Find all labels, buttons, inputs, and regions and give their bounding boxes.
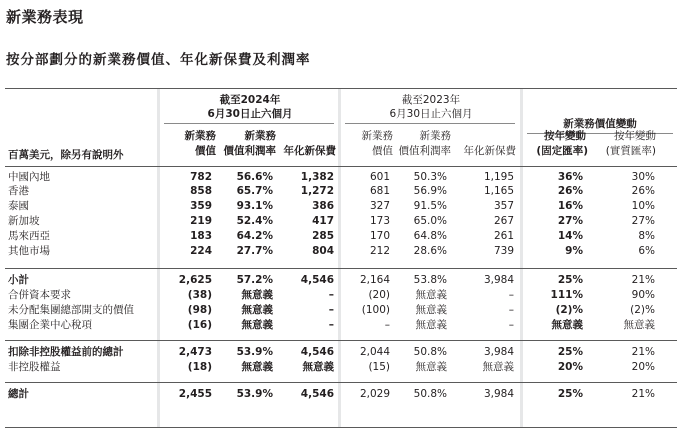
table-cell: 無意義 xyxy=(415,361,447,373)
column-header: 價值 xyxy=(195,145,216,157)
table-cell: 27% xyxy=(557,215,583,227)
table-cell: 386 xyxy=(312,200,334,212)
table-cell: 285 xyxy=(312,230,334,242)
table-cell: 27.7% xyxy=(236,245,273,257)
row-label: 新加坡 xyxy=(8,215,40,227)
table-cell: 1,195 xyxy=(483,171,514,183)
table-cell: 212 xyxy=(369,245,390,257)
table-cell: – xyxy=(328,319,334,331)
table-cell: 183 xyxy=(190,230,212,242)
table-cell: (16) xyxy=(187,319,212,331)
table-cell: 25% xyxy=(557,388,583,400)
period-2023-label: 6月30日止六個月 xyxy=(389,108,473,120)
table-cell: 2,455 xyxy=(178,388,212,400)
period-2023-label: 截至2023年 xyxy=(401,94,461,106)
table-cell: 53.8% xyxy=(413,274,447,286)
column-header: 新業務 xyxy=(184,130,216,142)
table-cell: 739 xyxy=(493,245,514,257)
units-label: 百萬美元，除另有說明外 xyxy=(8,149,124,161)
table-cell: – xyxy=(384,319,390,331)
table-cell: 4,546 xyxy=(300,274,334,286)
table-cell: 無意義 xyxy=(241,304,273,316)
table-cell: 4,546 xyxy=(300,346,334,358)
header-underline xyxy=(345,123,515,124)
table-cell: 無意義 xyxy=(415,319,447,331)
table-cell: 357 xyxy=(493,200,514,212)
table-cell: – xyxy=(328,304,334,316)
column-header: 價值利潤率 xyxy=(223,145,276,157)
table-cell: 9% xyxy=(565,245,583,257)
table-cell: 無意義 xyxy=(482,361,514,373)
column-group-separator xyxy=(520,88,523,427)
table-cell: 無意義 xyxy=(551,319,583,331)
row-label: 泰國 xyxy=(8,200,29,212)
column-header: 年化新保費 xyxy=(463,145,516,157)
column-header: 按年變動 xyxy=(544,130,586,142)
table-cell: 無意義 xyxy=(415,304,447,316)
table-cell: 2,473 xyxy=(178,346,212,358)
table-cell: (18) xyxy=(187,361,212,373)
column-group-separator xyxy=(338,88,341,427)
table-cell: – xyxy=(508,289,514,301)
column-header: 價值利潤率 xyxy=(398,145,451,157)
table-cell: 50.8% xyxy=(413,388,447,400)
table-cell: 28.6% xyxy=(413,245,447,257)
table-cell: 3,984 xyxy=(483,388,514,400)
table-cell: 無意義 xyxy=(241,319,273,331)
table-cell: 782 xyxy=(190,171,212,183)
table-divider xyxy=(5,166,677,167)
row-label: 小計 xyxy=(8,274,29,286)
table-cell: 90% xyxy=(631,289,655,301)
column-header: 年化新保費 xyxy=(283,145,336,157)
row-label: 其他市場 xyxy=(8,245,50,257)
table-cell: 65.0% xyxy=(413,215,447,227)
table-cell: 無意義 xyxy=(241,361,273,373)
row-label: 中國內地 xyxy=(8,171,50,183)
table-divider xyxy=(5,340,677,341)
table-divider xyxy=(5,427,677,428)
table-cell: 14% xyxy=(557,230,583,242)
table-cell: 50.3% xyxy=(413,171,447,183)
row-label: 總計 xyxy=(8,388,29,400)
row-label: 馬來西亞 xyxy=(8,230,50,242)
table-cell: – xyxy=(508,304,514,316)
table-cell: 2,164 xyxy=(359,274,390,286)
table-cell: – xyxy=(508,319,514,331)
table-cell: 417 xyxy=(312,215,334,227)
table-cell: 20% xyxy=(557,361,583,373)
table-cell: (20) xyxy=(368,289,390,301)
table-cell: 53.9% xyxy=(236,388,273,400)
table-cell: (100) xyxy=(361,304,390,316)
row-label: 集團企業中心稅項 xyxy=(8,319,92,331)
table-cell: 10% xyxy=(631,200,655,212)
table-cell: 359 xyxy=(190,200,212,212)
row-label: 非控股權益 xyxy=(8,361,61,373)
table-cell: 無意義 xyxy=(415,289,447,301)
table-cell: 無意義 xyxy=(623,319,655,331)
table-cell: 8% xyxy=(638,230,655,242)
table-cell: 681 xyxy=(369,185,390,197)
table-cell: 36% xyxy=(557,171,583,183)
period-2024-label: 6月30日止六個月 xyxy=(207,108,293,120)
table-cell: 30% xyxy=(631,171,655,183)
table-cell: (2)% xyxy=(630,304,655,316)
table-cell: – xyxy=(328,289,334,301)
row-label: 扣除非控股權益前的總計 xyxy=(8,346,124,358)
table-cell: 64.2% xyxy=(236,230,273,242)
header-underline xyxy=(164,123,334,124)
table-cell: 4,546 xyxy=(300,388,334,400)
table-cell: 91.5% xyxy=(413,200,447,212)
column-header: (固定匯率) xyxy=(536,145,588,157)
column-header: 新業務 xyxy=(244,130,276,142)
table-cell: 53.9% xyxy=(236,346,273,358)
table-cell: 25% xyxy=(557,346,583,358)
column-group-separator xyxy=(157,88,160,427)
table-cell: 1,272 xyxy=(300,185,334,197)
section-title: 新業務表現 xyxy=(6,8,84,26)
period-2024-label: 截至2024年 xyxy=(219,94,281,106)
table-cell: 3,984 xyxy=(483,346,514,358)
change-group-label: 新業務價值變動 xyxy=(563,118,637,130)
table-cell: 1,382 xyxy=(300,171,334,183)
table-cell: 267 xyxy=(493,215,514,227)
table-cell: 804 xyxy=(312,245,334,257)
table-cell: 56.9% xyxy=(413,185,447,197)
table-cell: 1,165 xyxy=(483,185,514,197)
table-cell: 219 xyxy=(190,215,212,227)
table-cell: 2,044 xyxy=(359,346,390,358)
table-cell: 52.4% xyxy=(236,215,273,227)
table-cell: 無意義 xyxy=(302,361,334,373)
table-cell: 64.8% xyxy=(413,230,447,242)
table-cell: 3,984 xyxy=(483,274,514,286)
table-title: 按分部劃分的新業務價值、年化新保費及利潤率 xyxy=(6,52,311,68)
table-cell: 27% xyxy=(631,215,655,227)
table-divider xyxy=(5,268,677,269)
table-cell: 224 xyxy=(190,245,212,257)
table-cell: 6% xyxy=(638,245,655,257)
table-cell: 50.8% xyxy=(413,346,447,358)
table-cell: 21% xyxy=(631,346,655,358)
table-cell: 858 xyxy=(190,185,212,197)
table-cell: 261 xyxy=(493,230,514,242)
table-cell: 93.1% xyxy=(236,200,273,212)
table-cell: 21% xyxy=(631,274,655,286)
column-header: 按年變動 xyxy=(614,130,656,142)
row-label: 香港 xyxy=(8,185,29,197)
row-label: 合併資本要求 xyxy=(8,289,71,301)
table-cell: 170 xyxy=(369,230,390,242)
table-cell: 21% xyxy=(631,388,655,400)
table-cell: (38) xyxy=(187,289,212,301)
column-header: 新業務 xyxy=(419,130,451,142)
column-header: 價值 xyxy=(372,145,393,157)
table-cell: (98) xyxy=(187,304,212,316)
table-cell: 26% xyxy=(557,185,583,197)
table-cell: 56.6% xyxy=(236,171,273,183)
table-cell: 601 xyxy=(369,171,390,183)
table-cell: 20% xyxy=(631,361,655,373)
table-cell: 26% xyxy=(631,185,655,197)
table-cell: 無意義 xyxy=(241,289,273,301)
table-cell: 57.2% xyxy=(236,274,273,286)
table-cell: 173 xyxy=(369,215,390,227)
table-cell: 2,029 xyxy=(359,388,390,400)
row-label: 未分配集團總部開支的價值 xyxy=(8,304,134,316)
table-divider xyxy=(5,88,677,89)
table-cell: 111% xyxy=(550,289,583,301)
table-cell: 16% xyxy=(557,200,583,212)
table-cell: (2)% xyxy=(555,304,583,316)
table-cell: 25% xyxy=(557,274,583,286)
column-header: 新業務 xyxy=(361,130,393,142)
table-cell: 65.7% xyxy=(236,185,273,197)
table-cell: 2,625 xyxy=(178,274,212,286)
table-cell: (15) xyxy=(368,361,390,373)
table-divider xyxy=(5,382,677,383)
table-cell: 327 xyxy=(369,200,390,212)
column-header: (實質匯率) xyxy=(605,145,656,157)
